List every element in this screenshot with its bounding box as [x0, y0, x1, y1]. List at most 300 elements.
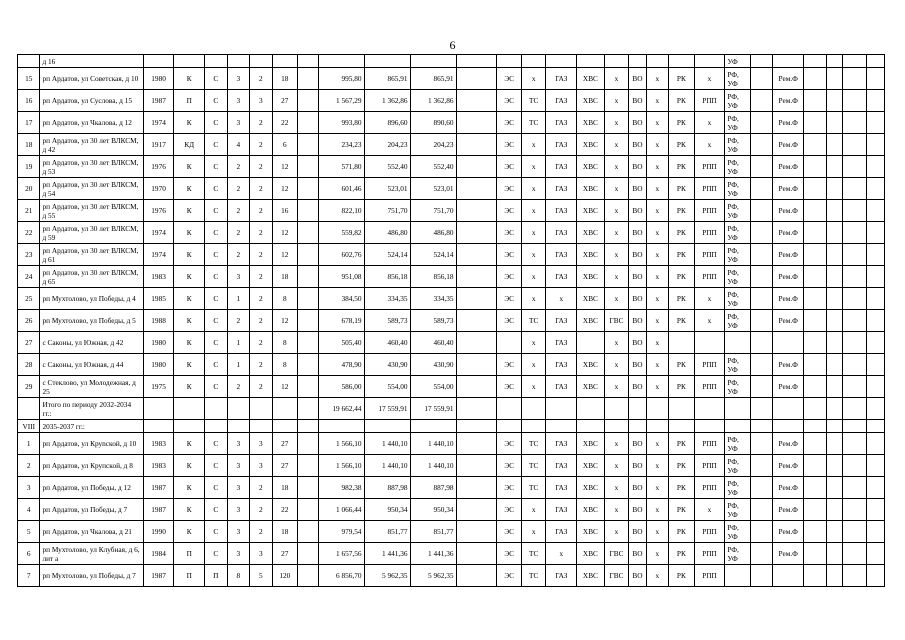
c2-cell	[750, 332, 772, 354]
empty-cell	[456, 455, 497, 477]
area-a-cell: 554,00	[364, 376, 410, 398]
num-cell: 24	[18, 266, 40, 288]
area-total-cell: 993,80	[318, 112, 364, 134]
empty-cell	[143, 420, 174, 433]
ref-cell: РФ, УФ	[725, 266, 751, 288]
heat-cell: ТС	[521, 90, 546, 112]
area-b-cell: 589,73	[410, 310, 456, 332]
es-cell: ЭС	[497, 244, 522, 266]
work-cell: Рем.Ф	[773, 222, 804, 244]
table-row	[18, 266, 885, 288]
cold-cell: ХВС	[577, 521, 605, 543]
year-cell: 1917	[143, 134, 174, 156]
rk-cell: РК	[669, 156, 695, 178]
gas-cell: ГАЗ	[546, 244, 577, 266]
empty-cell	[604, 420, 629, 433]
heat-cell: х	[521, 156, 546, 178]
year-cell: 1983	[143, 266, 174, 288]
empty-cell	[842, 477, 867, 499]
gas-cell: ГАЗ	[546, 477, 577, 499]
work-cell: Рем.Ф	[773, 90, 804, 112]
empty-cell	[867, 543, 885, 565]
rk-cell: РК	[669, 178, 695, 200]
empty-cell	[867, 565, 885, 587]
empty-cell	[804, 68, 826, 90]
empty-cell	[497, 398, 522, 420]
heat-cell: ТС	[521, 112, 546, 134]
housing-register-table	[17, 54, 885, 587]
empty-cell	[298, 455, 318, 477]
rpp-cell	[694, 332, 725, 354]
hot-cell: х	[604, 134, 629, 156]
c2-cell	[750, 288, 772, 310]
table-row	[18, 156, 885, 178]
entr-cell: 2	[250, 376, 272, 398]
c1-cell: х	[646, 178, 668, 200]
num-cell: 21	[18, 200, 40, 222]
table-row	[18, 354, 885, 376]
area-b-cell: 524,14	[410, 244, 456, 266]
walls-cell: К	[174, 455, 205, 477]
work-cell	[773, 332, 804, 354]
address-cell: рп Ардатов, ул Победы, д 7	[40, 499, 143, 521]
walls-cell: К	[174, 332, 205, 354]
table-row	[18, 244, 885, 266]
rk-cell: РК	[669, 354, 695, 376]
empty-cell	[298, 310, 318, 332]
area-a-cell: 204,23	[364, 134, 410, 156]
empty-cell	[804, 222, 826, 244]
empty-cell	[456, 134, 497, 156]
roof-cell: С	[205, 354, 227, 376]
rk-cell: РК	[669, 112, 695, 134]
fund-cell: УФ	[725, 55, 751, 68]
floors-cell: 3	[227, 543, 249, 565]
area-b-cell: 334,35	[410, 288, 456, 310]
empty-cell	[867, 112, 885, 134]
empty-cell	[298, 178, 318, 200]
apts-cell: 120	[272, 565, 298, 587]
empty-cell	[298, 156, 318, 178]
sew-cell: ВО	[629, 565, 646, 587]
table-row	[18, 288, 885, 310]
area-total-cell: 1 066,44	[318, 499, 364, 521]
walls-cell: К	[174, 156, 205, 178]
address-cell: рп Мухтолово, ул Победы, д 4	[40, 288, 143, 310]
roof-cell: С	[205, 156, 227, 178]
hot-cell: х	[604, 90, 629, 112]
sew-cell: ВО	[629, 288, 646, 310]
rk-cell: РК	[669, 543, 695, 565]
empty-cell	[205, 420, 227, 433]
empty-cell	[272, 420, 298, 433]
es-cell: ЭС	[497, 266, 522, 288]
roof-cell: С	[205, 178, 227, 200]
gas-cell: ГАЗ	[546, 455, 577, 477]
empty-cell	[298, 565, 318, 587]
empty-cell	[804, 521, 826, 543]
num-cell: 25	[18, 288, 40, 310]
empty-cell	[298, 112, 318, 134]
rpp-cell: х	[694, 499, 725, 521]
hot-cell: х	[604, 499, 629, 521]
es-cell: ЭС	[497, 134, 522, 156]
year-cell: 1974	[143, 112, 174, 134]
address-cell: рп Ардатов, ул 30 лет ВЛКСМ, д 55	[40, 200, 143, 222]
address-cell: рп Ардатов, ул Советская, д 10	[40, 68, 143, 90]
num-cell: 27	[18, 332, 40, 354]
empty-cell	[826, 90, 842, 112]
rk-cell: РК	[669, 90, 695, 112]
empty-cell	[842, 376, 867, 398]
empty-cell	[842, 521, 867, 543]
sew-cell: ВО	[629, 90, 646, 112]
ref-cell: РФ, УФ	[725, 68, 751, 90]
roof-cell: С	[205, 266, 227, 288]
heat-cell: ТС	[521, 455, 546, 477]
entr-cell: 2	[250, 477, 272, 499]
entr-cell: 2	[250, 332, 272, 354]
empty-cell	[804, 455, 826, 477]
ref-cell: РФ, УФ	[725, 244, 751, 266]
entr-cell: 2	[250, 521, 272, 543]
es-cell	[497, 332, 522, 354]
area-b-cell: 887,98	[410, 477, 456, 499]
floors-cell: 2	[227, 244, 249, 266]
area-a-cell: 334,35	[364, 288, 410, 310]
empty-cell	[646, 398, 668, 420]
year-cell: 1988	[143, 310, 174, 332]
floors-cell: 1	[227, 288, 249, 310]
c1-cell: х	[646, 477, 668, 499]
empty-cell	[842, 288, 867, 310]
empty-cell	[826, 455, 842, 477]
gas-cell: ГАЗ	[546, 266, 577, 288]
heat-cell: ТС	[521, 543, 546, 565]
year-cell: 1980	[143, 68, 174, 90]
area-a-cell: 523,01	[364, 178, 410, 200]
entr-cell: 3	[250, 433, 272, 455]
walls-cell: К	[174, 266, 205, 288]
area-b-cell: 523,01	[410, 178, 456, 200]
apts-cell: 18	[272, 477, 298, 499]
work-cell: Рем.Ф	[773, 266, 804, 288]
empty-cell	[804, 332, 826, 354]
empty-cell	[842, 134, 867, 156]
ref-cell: РФ, УФ	[725, 222, 751, 244]
empty-cell	[867, 398, 885, 420]
hot-cell: ГВС	[604, 565, 629, 587]
empty-cell	[826, 420, 842, 433]
gas-cell: х	[546, 288, 577, 310]
empty-cell	[804, 244, 826, 266]
empty-cell	[842, 455, 867, 477]
heat-cell: х	[521, 178, 546, 200]
gas-cell: ГАЗ	[546, 376, 577, 398]
empty-cell	[298, 376, 318, 398]
section-row	[18, 420, 885, 433]
walls-cell: К	[174, 200, 205, 222]
floors-cell: 1	[227, 354, 249, 376]
empty-cell	[456, 420, 497, 433]
empty-cell	[364, 420, 410, 433]
area-total-cell: 478,90	[318, 354, 364, 376]
gas-cell: ГАЗ	[546, 499, 577, 521]
empty-cell	[842, 222, 867, 244]
empty-cell	[867, 499, 885, 521]
work-cell: Рем.Ф	[773, 521, 804, 543]
empty-cell	[867, 266, 885, 288]
total-area-cell: 19 662,44	[318, 398, 364, 420]
empty-cell	[298, 354, 318, 376]
c2-cell	[750, 200, 772, 222]
floors-cell: 2	[227, 156, 249, 178]
empty-cell	[521, 420, 546, 433]
walls-cell: П	[174, 543, 205, 565]
gas-cell: ГАЗ	[546, 433, 577, 455]
hot-cell: х	[604, 266, 629, 288]
empty-cell	[826, 433, 842, 455]
empty-cell	[298, 244, 318, 266]
apts-cell: 12	[272, 310, 298, 332]
empty-cell	[826, 398, 842, 420]
table-row	[18, 222, 885, 244]
empty-cell	[804, 398, 826, 420]
sew-cell: ВО	[629, 134, 646, 156]
floors-cell: 4	[227, 134, 249, 156]
year-cell: 1985	[143, 288, 174, 310]
cold-cell: ХВС	[577, 455, 605, 477]
walls-cell: К	[174, 477, 205, 499]
work-cell: Рем.Ф	[773, 200, 804, 222]
area-a-cell: 5 962,35	[364, 565, 410, 587]
empty-cell	[298, 134, 318, 156]
gas-cell: ГАЗ	[546, 222, 577, 244]
area-a-cell: 1 440,10	[364, 455, 410, 477]
entr-cell: 3	[250, 543, 272, 565]
empty-cell	[826, 477, 842, 499]
area-a-cell: 887,98	[364, 477, 410, 499]
ref-cell: РФ, УФ	[725, 90, 751, 112]
area-total-cell: 601,46	[318, 178, 364, 200]
hot-cell: х	[604, 332, 629, 354]
empty-cell	[804, 134, 826, 156]
heat-cell: х	[521, 376, 546, 398]
es-cell: ЭС	[497, 112, 522, 134]
area-total-cell: 559,82	[318, 222, 364, 244]
roof-cell: С	[205, 200, 227, 222]
area-b-cell: 751,70	[410, 200, 456, 222]
empty-cell	[842, 200, 867, 222]
apts-cell: 18	[272, 68, 298, 90]
empty-cell	[804, 420, 826, 433]
empty-cell	[669, 398, 695, 420]
gas-cell: ГАЗ	[546, 68, 577, 90]
area-a-cell: 524,14	[364, 244, 410, 266]
apts-cell: 22	[272, 499, 298, 521]
entr-cell: 2	[250, 112, 272, 134]
empty-cell	[826, 178, 842, 200]
c1-cell: х	[646, 455, 668, 477]
empty-cell	[456, 178, 497, 200]
empty-cell	[804, 90, 826, 112]
apts-cell: 27	[272, 90, 298, 112]
area-total-cell: 982,38	[318, 477, 364, 499]
heat-cell: ТС	[521, 310, 546, 332]
num-cell: 6	[18, 543, 40, 565]
empty-cell	[804, 266, 826, 288]
empty-cell	[804, 477, 826, 499]
work-cell: Рем.Ф	[773, 310, 804, 332]
empty-cell	[842, 398, 867, 420]
rk-cell: РК	[669, 200, 695, 222]
area-total-cell: 586,00	[318, 376, 364, 398]
gas-cell: ГАЗ	[546, 156, 577, 178]
empty-cell	[250, 398, 272, 420]
hot-cell: х	[604, 288, 629, 310]
cold-cell: ХВС	[577, 222, 605, 244]
area-a-cell: 460,40	[364, 332, 410, 354]
address-cell: рп Мухтолово, ул Клубная, д 6, лит а	[40, 543, 143, 565]
empty-cell	[456, 288, 497, 310]
cold-cell: ХВС	[577, 499, 605, 521]
empty-cell	[867, 288, 885, 310]
walls-cell: К	[174, 222, 205, 244]
empty-cell	[804, 354, 826, 376]
ref-cell: РФ, УФ	[725, 499, 751, 521]
floors-cell: 3	[227, 455, 249, 477]
es-cell: ЭС	[497, 354, 522, 376]
floors-cell: 2	[227, 222, 249, 244]
ref-cell: РФ, УФ	[725, 310, 751, 332]
rpp-cell: РПП	[694, 178, 725, 200]
empty-cell	[826, 244, 842, 266]
area-a-cell: 896,60	[364, 112, 410, 134]
c1-cell: х	[646, 200, 668, 222]
roof-cell: С	[205, 310, 227, 332]
ref-cell: РФ, УФ	[725, 134, 751, 156]
empty-cell	[298, 420, 318, 433]
empty-cell	[456, 266, 497, 288]
area-a-cell: 950,34	[364, 499, 410, 521]
gas-cell: ГАЗ	[546, 354, 577, 376]
c1-cell: х	[646, 266, 668, 288]
walls-cell: П	[174, 565, 205, 587]
es-cell: ЭС	[497, 156, 522, 178]
empty-cell	[497, 420, 522, 433]
empty-cell	[298, 543, 318, 565]
num-cell: 15	[18, 68, 40, 90]
c2-cell	[750, 310, 772, 332]
empty-cell	[298, 90, 318, 112]
empty-cell	[298, 477, 318, 499]
c1-cell: х	[646, 376, 668, 398]
es-cell: ЭС	[497, 178, 522, 200]
num-cell: 5	[18, 521, 40, 543]
year-cell: 1990	[143, 521, 174, 543]
num-cell: 28	[18, 354, 40, 376]
gas-cell: ГАЗ	[546, 332, 577, 354]
empty-cell	[318, 420, 364, 433]
empty-cell	[750, 398, 772, 420]
hot-cell: х	[604, 376, 629, 398]
year-cell: 1974	[143, 244, 174, 266]
empty-cell	[804, 112, 826, 134]
roof-cell: С	[205, 244, 227, 266]
address-cell: рп Ардатов, ул 30 лет ВЛКСМ, д 65	[40, 266, 143, 288]
empty-cell	[750, 420, 772, 433]
area-total-cell: 1 566,10	[318, 433, 364, 455]
year-cell: 1970	[143, 178, 174, 200]
empty-cell	[867, 332, 885, 354]
ref-cell	[725, 332, 751, 354]
empty-cell	[456, 354, 497, 376]
entr-cell: 2	[250, 354, 272, 376]
cold-cell: ХВС	[577, 376, 605, 398]
area-b-cell: 1 440,10	[410, 455, 456, 477]
heat-cell: ТС	[521, 433, 546, 455]
heat-cell: ТС	[521, 565, 546, 587]
empty-cell	[826, 288, 842, 310]
cold-cell: ХВС	[577, 310, 605, 332]
empty-cell	[826, 332, 842, 354]
ref-cell: РФ, УФ	[725, 200, 751, 222]
gas-cell: ГАЗ	[546, 565, 577, 587]
empty-cell	[456, 112, 497, 134]
address-cell: рп Ардатов, ул Победы, д 12	[40, 477, 143, 499]
floors-cell: 8	[227, 565, 249, 587]
sew-cell: ВО	[629, 433, 646, 455]
empty-cell	[842, 310, 867, 332]
hot-cell: х	[604, 433, 629, 455]
heat-cell: х	[521, 68, 546, 90]
sew-cell: ВО	[629, 156, 646, 178]
empty-cell	[456, 68, 497, 90]
c2-cell	[750, 354, 772, 376]
c1-cell: х	[646, 433, 668, 455]
table-row	[18, 543, 885, 565]
apts-cell: 22	[272, 112, 298, 134]
gas-cell: ГАЗ	[546, 90, 577, 112]
hot-cell: х	[604, 477, 629, 499]
empty-cell	[205, 398, 227, 420]
empty-cell	[804, 433, 826, 455]
empty-cell	[804, 156, 826, 178]
area-total-cell: 384,50	[318, 288, 364, 310]
walls-cell: К	[174, 178, 205, 200]
rpp-cell: РПП	[694, 266, 725, 288]
sew-cell: ВО	[629, 178, 646, 200]
empty-cell	[867, 178, 885, 200]
rpp-cell: х	[694, 134, 725, 156]
rpp-cell: РПП	[694, 354, 725, 376]
area-b-cell: 1 362,86	[410, 90, 456, 112]
empty-cell	[867, 134, 885, 156]
year-cell: 1987	[143, 477, 174, 499]
empty-cell	[456, 200, 497, 222]
roof-cell: С	[205, 376, 227, 398]
heat-cell: х	[521, 499, 546, 521]
roof-cell: С	[205, 134, 227, 156]
table-row	[18, 477, 885, 499]
address-cell: с Саконы, ул Южная, д 42	[40, 332, 143, 354]
floors-cell: 3	[227, 112, 249, 134]
empty-cell	[867, 420, 885, 433]
sew-cell: ВО	[629, 543, 646, 565]
area-b-cell: 856,18	[410, 266, 456, 288]
work-cell: Рем.Ф	[773, 156, 804, 178]
work-cell: Рем.Ф	[773, 455, 804, 477]
